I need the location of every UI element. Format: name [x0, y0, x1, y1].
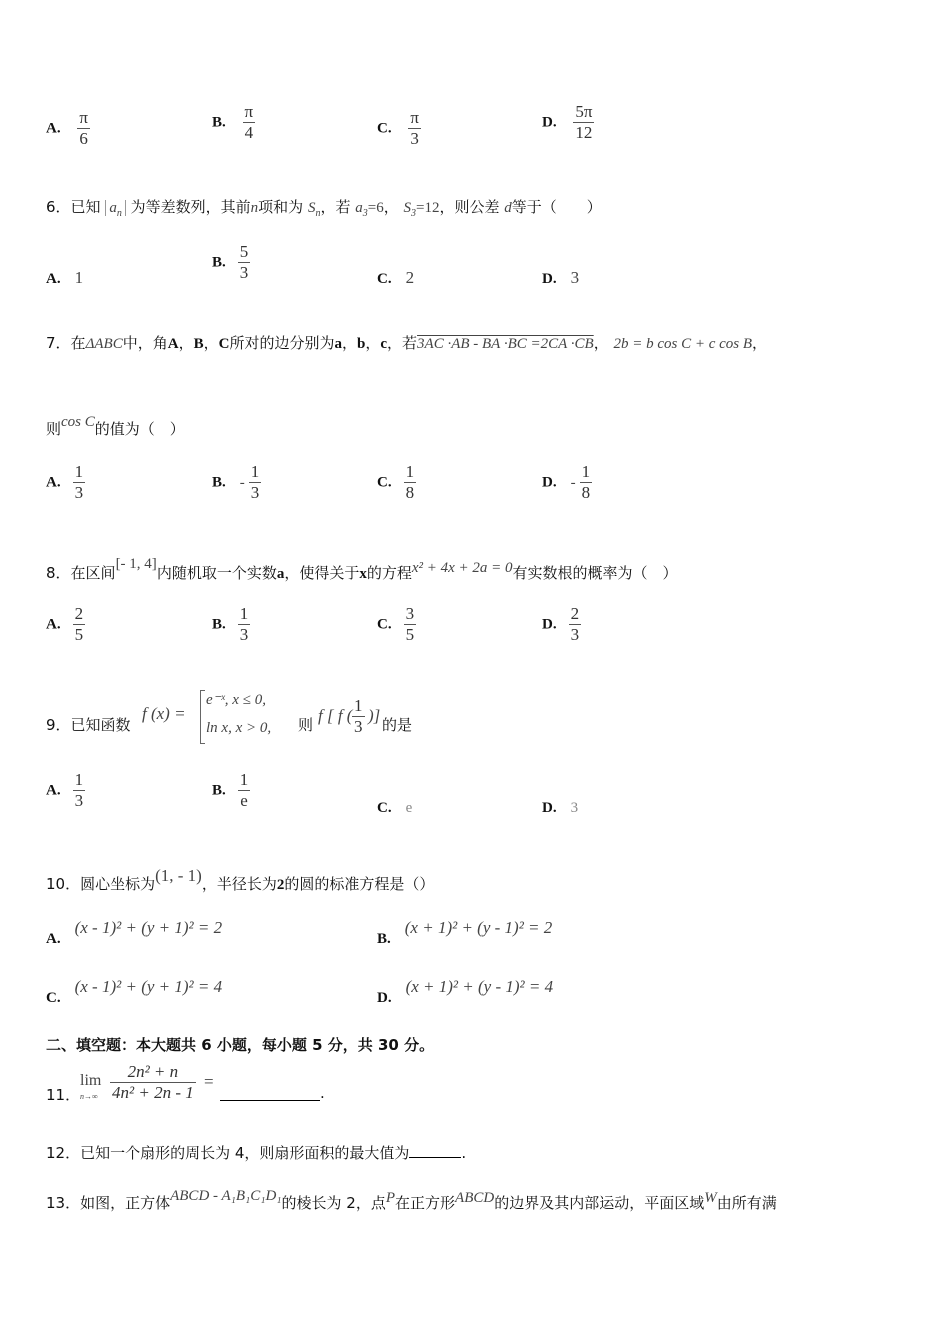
q9-option-c: C. e [377, 800, 413, 816]
brace [200, 690, 205, 744]
q7-option-b: B. - $\frac{1}{3}$ [212, 462, 260, 502]
q10-option-a: A.(x - 1)² + (y + 1)² = 2 [46, 918, 223, 947]
answer-blank[interactable] [220, 1082, 320, 1101]
q5-option-d: D. $\frac{5\pi}{12}$ [542, 102, 593, 142]
q6-option-c: C. 2 [377, 268, 415, 287]
fraction: $\frac{\pi}{6}$ [79, 108, 88, 148]
q5-option-b: B. $\frac{\pi}{4}$ [212, 102, 254, 142]
q9-option-d: D. 3 [542, 800, 579, 816]
q10-option-d: D.(x + 1)² + (y - 1)² = 4 [377, 977, 554, 1006]
section-2-title: 二、填空题：本大题共 6 小题，每小题 5 分，共 30 分。 [46, 1036, 435, 1054]
q6-option-b: B. $\frac{5}{3}$ [212, 242, 249, 282]
q5-option-c: C. $\frac{\pi}{3}$ [377, 108, 419, 148]
q10-option-b: B.(x + 1)² + (y - 1)² = 2 [377, 918, 553, 947]
q9-option-a: A. $\frac{1}{3}$ [46, 770, 84, 810]
q7-option-a: A. $\frac{1}{3}$ [46, 462, 84, 502]
q6-options [0, 240, 950, 300]
question-7: 7．在ΔABC中，角A，B，C所对的边分别为a，b，c，若3AC ·AB - BA ·BC =2CA ·CB， 2b = b cos C + c cos B， [46, 334, 768, 352]
q5-option-a: A. $\frac{\pi}{6}$ [46, 108, 88, 148]
q7-option-c: C. $\frac{1}{8}$ [377, 462, 415, 502]
q8-option-b: B. $\frac{1}{3}$ [212, 604, 249, 644]
q8-option-a: A. $\frac{2}{5}$ [46, 604, 84, 644]
q9-options [0, 770, 950, 820]
q7-option-d: D. - $\frac{1}{8}$ [542, 462, 591, 502]
q6-option-d: D. 3 [542, 268, 580, 287]
question-12: 12．已知一个扇形的周长为 4，则扇形面积的最大值为 . [46, 1144, 467, 1162]
question-10: 10．圆心坐标为(1, - 1)，半径长为2的圆的标准方程是（） [46, 866, 435, 893]
question-6: 6．已知 $a_n$ 为等差数列，其前n项和为 $S_n$，若 $a_3=6$， $S_3=12$，则公差 d等于（ ） [46, 198, 602, 219]
q7-options [0, 462, 950, 512]
q8-option-d: D. $\frac{2}{3}$ [542, 604, 580, 644]
q8-options [0, 604, 950, 654]
question-13: 13．如图，正方体ABCD - A₁B₁C₁D₁的棱长为 2，点P在正方形ABCD的边界及其内部运动，平面区域W由所有满 [46, 1188, 777, 1212]
question-8: 8．在区间[- 1, 4]内随机取一个实数a，使得关于x的方程x² + 4x + 2a = 0有实数根的概率为（ ） [46, 556, 678, 582]
q9-option-b: B. $\frac{1}{e}$ [212, 770, 249, 810]
q5-options [0, 100, 950, 160]
fraction: $\frac{1}{3}$ [354, 696, 363, 736]
fraction: $\frac{\pi}{4}$ [244, 102, 254, 142]
fraction: $\frac{\pi}{3}$ [410, 108, 419, 148]
fraction: $\frac{\text{2n² + n}}{\text{4n² + 2n - 1}}$ [112, 1062, 194, 1102]
q6-option-a: A. 1 [46, 268, 84, 287]
q10-option-c: C.(x - 1)² + (y + 1)² = 4 [46, 977, 223, 1006]
question-7-line-2: 则cos C的值为（ ） [46, 414, 185, 438]
fraction: $\frac{5\pi}{12}$ [575, 102, 593, 142]
q8-option-c: C. $\frac{3}{5}$ [377, 604, 415, 644]
answer-blank[interactable] [409, 1143, 461, 1158]
